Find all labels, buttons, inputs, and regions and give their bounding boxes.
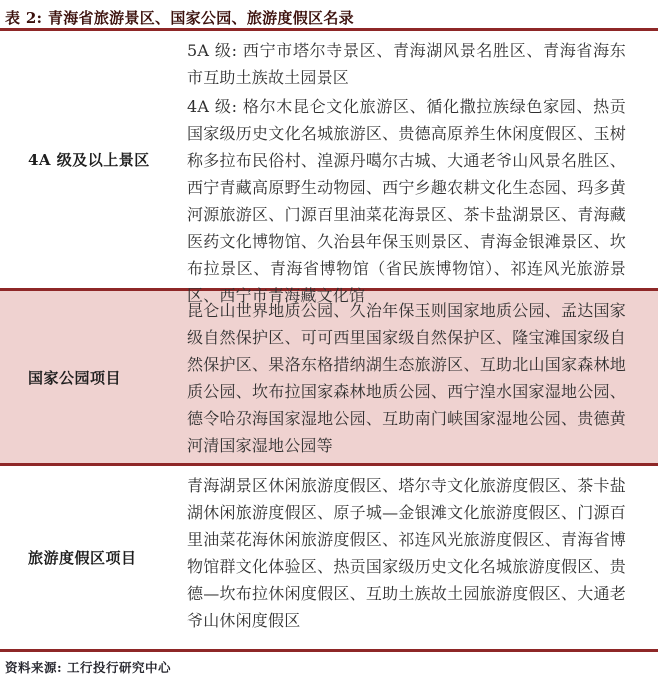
row-paragraph-resorts: 青海湖景区休闲旅游度假区、塔尔寺文化旅游度假区、茶卡盐湖休闲旅游度假区、原子城—金银滩文化旅游度假区、门源百里油菜花海休闲旅游度假区、祁连风光旅游度假区、青海省博物馆群文化体验区、热贡国家级历史文化名城旅游度假区、贵德—坎布拉休闲度假区、互助土族故土园旅游度假区、大通老爷山休闲度假区 [187, 476, 626, 630]
row-content [187, 291, 642, 463]
table-row [0, 466, 658, 649]
table-title: 表 2: 青海省旅游景区、国家公园、旅游度假区名录 [5, 9, 354, 27]
row-content [187, 31, 642, 305]
row-paragraph-4a: 4A 级: 格尔木昆仑文化旅游区、循化撒拉族绿色家园、热贡国家级历史文化名城旅游区、贵德高原养生休闲度假区、玉树称多拉布民俗村、湟源丹噶尔古城、大通老爷山风景名胜区、西宁青藏高原野生动物园、西宁乡趣农耕文化生态园、玛多黄河源旅游区、门源百里油菜花海景区、茶卡盐湖景区、青海藏医药文化博物馆、久治县年保玉则景区、青海金银滩景区、坎布拉景区、青海省博物馆（省民族博物馆）、祁连风光旅游景区、西宁市青海藏文化馆 [187, 97, 626, 305]
row-label-national-parks: 国家公园项目 [28, 368, 122, 387]
row-paragraph-5a: 5A 级: 西宁市塔尔寺景区、青海湖风景名胜区、青海省海东市互助土族故土园景区 [187, 41, 626, 87]
table-row [0, 31, 658, 305]
row-content [187, 466, 642, 649]
source-note: 资料来源: 工行投行研究中心 [5, 660, 171, 675]
row-label-scenic-areas: 4A 级及以上景区 [28, 151, 150, 169]
row-label-resorts: 旅游度假区项目 [28, 549, 137, 567]
row-paragraph-national-parks: 昆仑山世界地质公园、久治年保玉则国家地质公园、孟达国家级自然保护区、可可西里国家级自然保护区、隆宝滩国家级自然保护区、果洛东格措纳湖生态旅游区、互助北山国家森林地质公园、坎布拉国家森林地质公园、西宁湟水国家湿地公园、德令哈尕海国家湿地公园、互助南门峡国家湿地公园、贵德黄河清国家湿地公园等 [187, 301, 626, 455]
table-row-highlighted [0, 288, 658, 466]
